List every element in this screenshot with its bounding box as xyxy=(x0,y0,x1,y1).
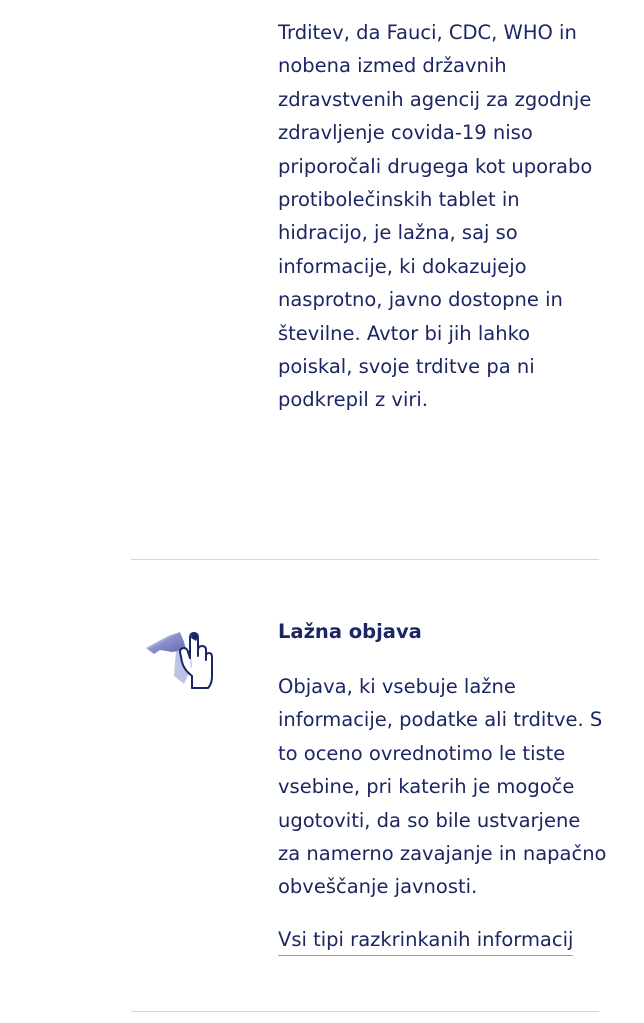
all-types-link[interactable]: Vsi tipi razkrinkanih informacij xyxy=(278,926,573,956)
verdict-description: Objava, ki vsebuje lažne informacije, podatke ali trditve. S to oceno ovrednotimo le tiste vsebine, pri katerih je mogoče ugotoviti, da so bile ustvarjene za namerno zavajanje in napačno obveščanje javnosti. xyxy=(278,675,607,899)
hand-pinching-nose-icon xyxy=(146,626,218,692)
section-divider-top xyxy=(131,559,599,560)
article-conclusion-text: Trditev, da Fauci, CDC, WHO in nobena izmed državnih zdravstvenih agencij za zgodnje zdravljenje covida-19 niso priporočali drugega kot uporabo protibolečinskih tablet in hidracijo, je lažna, saj so informacije, ki dokazujejo nasprotno, javno dostopne in številne. Avtor bi jih lahko poiskal, svoje trditve pa ni podkrepil z viri. xyxy=(278,21,593,412)
verdict-title: Lažna objava xyxy=(278,620,422,643)
section-divider-bottom xyxy=(131,1011,599,1012)
